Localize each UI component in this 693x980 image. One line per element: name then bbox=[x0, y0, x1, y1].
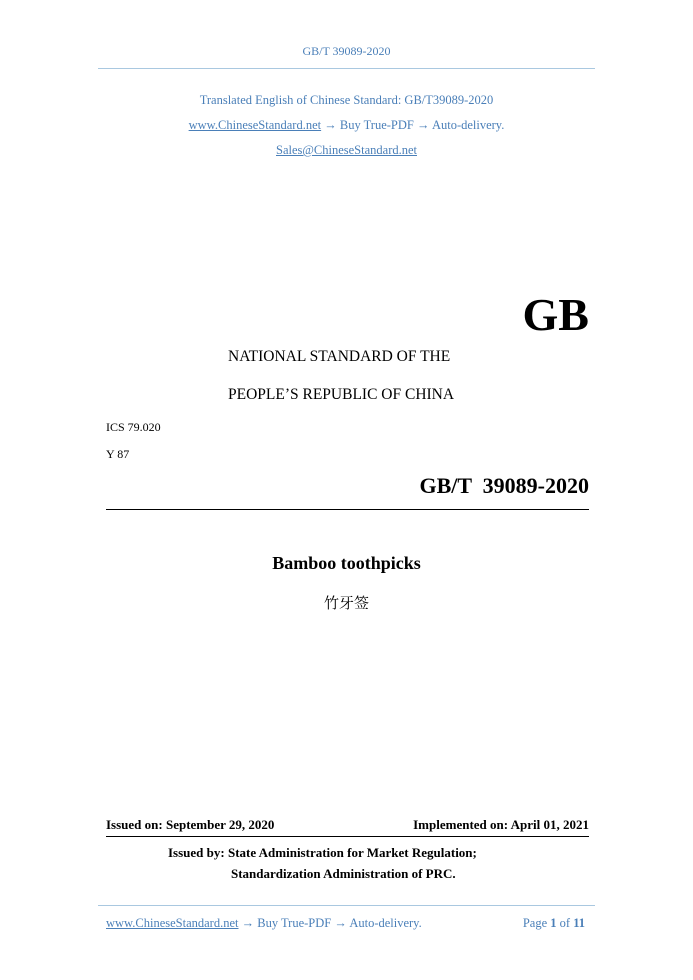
page-current: 1 bbox=[550, 916, 557, 930]
banner-email-line bbox=[0, 143, 693, 158]
banner-site-link[interactable]: www.ChineseStandard.net bbox=[188, 118, 322, 132]
header-divider bbox=[98, 68, 595, 69]
document-title-english: Bamboo toothpicks bbox=[272, 553, 421, 573]
header-code: GB/T 39089-2020 bbox=[302, 44, 391, 58]
arrow-right-icon: → bbox=[324, 118, 337, 132]
footer-buy-text: Buy True-PDF bbox=[257, 916, 332, 930]
banner-delivery-text: Auto-delivery. bbox=[431, 118, 505, 132]
standard-number-rule bbox=[106, 509, 589, 510]
issued-on-date: Issued on: September 29, 2020 bbox=[106, 817, 275, 832]
gb-logo: GB bbox=[522, 289, 589, 340]
ics-code: ICS 79.020 bbox=[106, 420, 161, 434]
category-code: Y 87 bbox=[106, 447, 130, 461]
arrow-right-icon: → bbox=[417, 118, 430, 132]
page-total: 11 bbox=[573, 916, 585, 930]
footer-divider bbox=[98, 905, 595, 906]
banner-email-link[interactable]: Sales@ChineseStandard.net bbox=[276, 143, 417, 157]
page-indicator bbox=[523, 916, 585, 931]
national-standard-line-1: NATIONAL STANDARD OF THE bbox=[228, 348, 451, 365]
arrow-right-icon: → bbox=[241, 916, 255, 930]
document-title-chinese: 竹牙签 bbox=[323, 594, 369, 612]
banner-links-line bbox=[0, 118, 693, 133]
dates-rule bbox=[106, 836, 589, 837]
issued-by-line-1: Issued by: State Administration for Market Regulation; bbox=[168, 845, 477, 860]
footer-delivery-text: Auto-delivery. bbox=[349, 916, 422, 930]
implemented-on-date: Implemented on: April 01, 2021 bbox=[413, 817, 589, 832]
footer-links-line bbox=[106, 916, 422, 931]
banner-buy-text: Buy True-PDF bbox=[339, 118, 414, 132]
issued-by-line-2: Standardization Administration of PRC. bbox=[231, 866, 456, 881]
national-standard-line-2: PEOPLE’S REPUBLIC OF CHINA bbox=[228, 386, 455, 403]
page-of: of bbox=[559, 916, 571, 930]
banner-translation-line: Translated English of Chinese Standard: GB/T39089-2020 bbox=[199, 93, 494, 107]
standard-number: GB/T 39089-2020 bbox=[419, 473, 589, 498]
arrow-right-icon: → bbox=[334, 916, 347, 930]
footer-site-link[interactable]: www.ChineseStandard.net bbox=[106, 916, 239, 930]
page-label: Page bbox=[522, 916, 548, 930]
